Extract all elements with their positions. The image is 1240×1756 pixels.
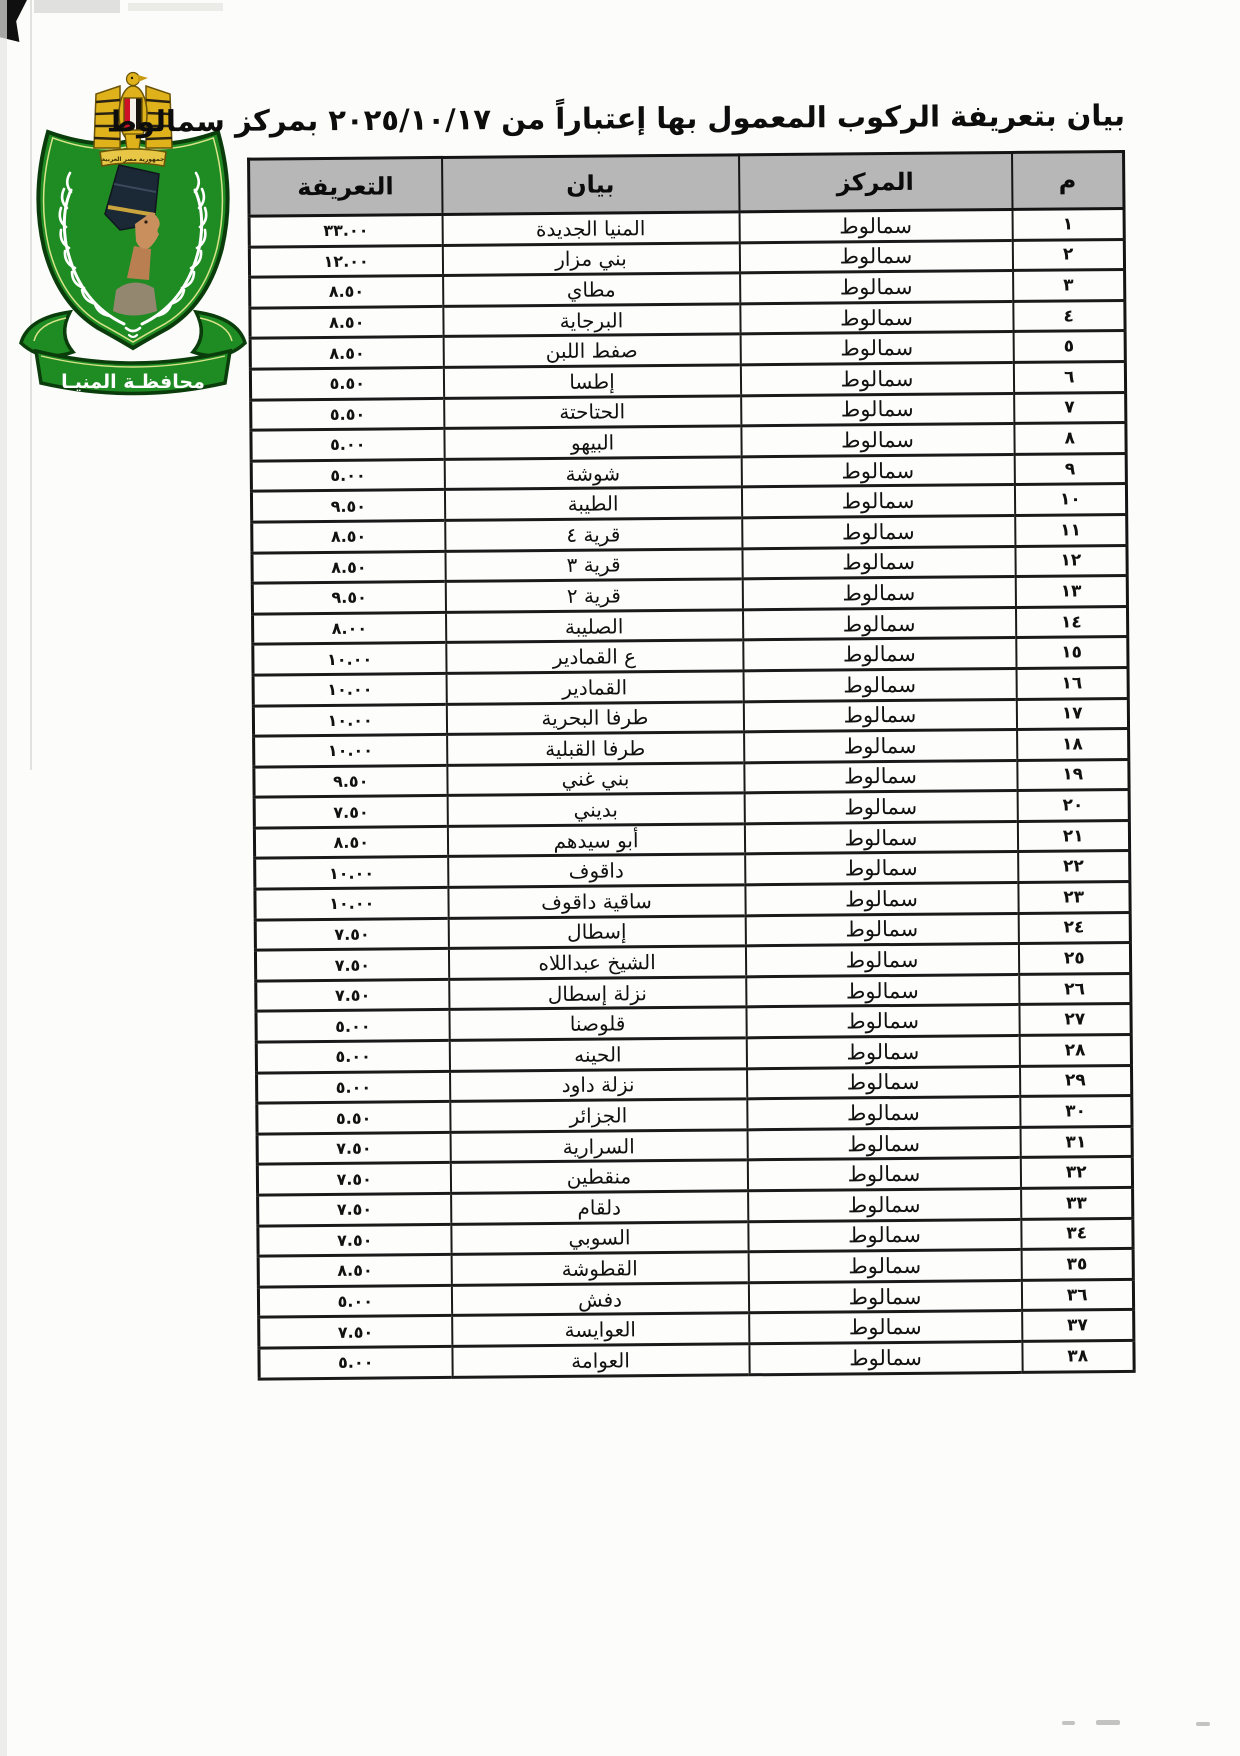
- serial-cell: ٣٥: [1021, 1249, 1133, 1281]
- fare-cell: ٨.٥٠: [252, 551, 445, 583]
- table-row: [259, 1340, 1134, 1378]
- serial-cell: ١٧: [1016, 698, 1128, 730]
- serial-cell: ٣٣: [1021, 1187, 1133, 1219]
- statement-cell: ساقية داقوف: [448, 885, 745, 918]
- center-cell: سمالوط: [749, 1311, 1022, 1344]
- statement-cell: طرفا البحرية: [446, 701, 743, 734]
- scan-artifact-dash: [1096, 1720, 1120, 1725]
- serial-cell: ١: [1012, 208, 1124, 240]
- fare-cell: ٨.٥٠: [250, 306, 443, 338]
- fare-cell: ٨.٥٠: [254, 826, 447, 858]
- statement-cell: القطوشة: [451, 1252, 748, 1285]
- statement-cell: إطسا: [443, 365, 740, 398]
- fare-cell: ٩.٥٠: [252, 582, 445, 614]
- fare-cell: ٨.٥٠: [258, 1255, 451, 1287]
- statement-cell: قرية ٤: [445, 518, 742, 551]
- serial-cell: ٣٠: [1020, 1096, 1132, 1128]
- fare-cell: ١٠.٠٠: [253, 704, 446, 736]
- fare-table-wrap: [247, 150, 1133, 1380]
- statement-cell: الصليبة: [446, 610, 743, 643]
- center-cell: سمالوط: [740, 301, 1013, 334]
- center-cell: سمالوط: [741, 485, 1014, 518]
- serial-cell: ٢٨: [1019, 1034, 1131, 1066]
- fare-cell: ٧.٥٠: [258, 1193, 451, 1225]
- center-cell: سمالوط: [744, 730, 1017, 763]
- statement-cell: البيهو: [444, 426, 741, 459]
- serial-cell: ٦: [1013, 361, 1125, 393]
- serial-cell: ٢: [1012, 239, 1124, 271]
- fare-cell: ٥.٥٠: [250, 367, 443, 399]
- statement-cell: نزلة داود: [450, 1068, 747, 1101]
- fare-cell: ٨.٥٠: [250, 276, 443, 308]
- serial-cell: ٢٦: [1019, 973, 1131, 1005]
- fare-cell: ٥.٠٠: [258, 1285, 451, 1317]
- serial-cell: ١٦: [1016, 667, 1128, 699]
- fare-cell: ٥.٥٠: [251, 398, 444, 430]
- serial-cell: ٣٢: [1020, 1157, 1132, 1189]
- center-cell: سمالوط: [742, 577, 1015, 610]
- center-cell: سمالوط: [743, 699, 1016, 732]
- fare-cell: ٥.٠٠: [251, 459, 444, 491]
- green-shield: [21, 132, 245, 356]
- statement-cell: السرارية: [450, 1130, 747, 1163]
- statement-cell: دلقام: [451, 1191, 748, 1224]
- center-cell: سمالوط: [747, 1097, 1020, 1130]
- serial-cell: ٢٠: [1017, 790, 1129, 822]
- fare-table-header: [249, 151, 1124, 216]
- serial-cell: ٤: [1013, 300, 1125, 332]
- fare-cell: ٨.٠٠: [253, 612, 446, 644]
- fare-cell: ٥.٠٠: [256, 1010, 449, 1042]
- center-cell: سمالوط: [740, 271, 1013, 304]
- center-cell: سمالوط: [745, 913, 1018, 946]
- center-cell: سمالوط: [747, 1066, 1020, 1099]
- serial-cell: ٢٣: [1018, 882, 1130, 914]
- fare-cell: ٧.٥٠: [257, 1163, 450, 1195]
- center-cell: سمالوط: [746, 1005, 1019, 1038]
- center-cell: سمالوط: [741, 424, 1014, 457]
- statement-cell: الطيبة: [444, 487, 741, 520]
- serial-cell: ٥: [1013, 331, 1125, 363]
- fare-cell: ١٠.٠٠: [255, 857, 448, 889]
- serial-cell: ٣١: [1020, 1126, 1132, 1158]
- serial-cell: ٣٤: [1021, 1218, 1133, 1250]
- serial-cell: ١١: [1015, 514, 1127, 546]
- serial-cell: ١٣: [1015, 576, 1127, 608]
- statement-cell: الحتاحتة: [444, 395, 741, 428]
- fare-cell: ٥.٠٠: [259, 1346, 452, 1378]
- fare-cell: ٥.٠٠: [256, 1040, 449, 1072]
- eagle-banner-label: جمهورية مصر العربية: [101, 156, 165, 163]
- center-cell: سمالوط: [747, 1158, 1020, 1191]
- fare-cell: ٧.٥٠: [257, 1132, 450, 1164]
- serial-cell: ٢٩: [1019, 1065, 1131, 1097]
- header-statement: بيان: [442, 155, 739, 215]
- scan-artifact-edge: [0, 0, 7, 1756]
- center-cell: سمالوط: [748, 1219, 1021, 1252]
- statement-cell: دفش: [451, 1283, 748, 1316]
- center-cell: سمالوط: [740, 362, 1013, 395]
- serial-cell: ١٨: [1017, 729, 1129, 761]
- statement-cell: بديني: [447, 793, 744, 826]
- serial-cell: ٣: [1013, 270, 1125, 302]
- statement-cell: شوشة: [444, 457, 741, 490]
- center-cell: سمالوط: [747, 1127, 1020, 1160]
- serial-cell: ٢٧: [1019, 1004, 1131, 1036]
- scan-artifact-smudge: [128, 3, 223, 11]
- statement-cell: الحينه: [449, 1038, 746, 1071]
- center-cell: سمالوط: [742, 607, 1015, 640]
- fare-cell: ٧.٥٠: [254, 796, 447, 828]
- center-cell: سمالوط: [748, 1188, 1021, 1221]
- serial-cell: ٢١: [1017, 820, 1129, 852]
- statement-cell: قرية ٢: [445, 579, 742, 612]
- scan-artifact-dash: [1062, 1721, 1075, 1725]
- serial-cell: ١٢: [1015, 545, 1127, 577]
- statement-cell: القمادير: [446, 671, 743, 704]
- fare-cell: ١٠.٠٠: [253, 673, 446, 705]
- scan-artifact-dash: [1196, 1722, 1210, 1726]
- statement-cell: ع القمادير: [446, 640, 743, 673]
- fare-cell: ٩.٥٠: [251, 490, 444, 522]
- serial-cell: ٨: [1014, 423, 1126, 455]
- center-cell: سمالوط: [741, 454, 1014, 487]
- serial-cell: ٧: [1014, 392, 1126, 424]
- center-cell: سمالوط: [739, 209, 1012, 242]
- fare-cell: ٣٣.٠٠: [249, 214, 442, 246]
- center-cell: سمالوط: [745, 944, 1018, 977]
- statement-cell: منقطين: [450, 1160, 747, 1193]
- fare-cell: ٥.٠٠: [251, 429, 444, 461]
- center-cell: سمالوط: [744, 791, 1017, 824]
- fare-cell: ٨.٥٠: [250, 337, 443, 369]
- fare-cell: ٨.٥٠: [252, 520, 445, 552]
- center-cell: سمالوط: [745, 882, 1018, 915]
- scan-artifact-smudge: [34, 0, 120, 13]
- center-cell: سمالوط: [742, 515, 1015, 548]
- header-fare: التعريفة: [249, 157, 442, 216]
- center-cell: سمالوط: [741, 393, 1014, 426]
- fare-cell: ٥.٥٠: [257, 1102, 450, 1134]
- center-cell: سمالوط: [739, 240, 1012, 273]
- statement-cell: داقوف: [448, 854, 745, 887]
- statement-cell: صفط اللبن: [443, 334, 740, 367]
- fare-cell: ٧.٥٠: [259, 1316, 452, 1348]
- serial-cell: ١٠: [1014, 484, 1126, 516]
- serial-cell: ١٤: [1015, 606, 1127, 638]
- serial-cell: ١٩: [1017, 759, 1129, 791]
- header-center: المركز: [739, 152, 1012, 211]
- statement-cell: العوايسة: [452, 1313, 749, 1346]
- fare-cell: ٧.٥٠: [258, 1224, 451, 1256]
- statement-cell: بني غني: [447, 763, 744, 796]
- statement-cell: إسطال: [448, 915, 745, 948]
- fare-cell: ٧.٥٠: [255, 949, 448, 981]
- statement-cell: الجزائر: [450, 1099, 747, 1132]
- eagle-scroll-banner: [100, 149, 166, 166]
- serial-cell: ٣٨: [1022, 1340, 1134, 1372]
- center-cell: سمالوط: [744, 760, 1017, 793]
- fare-cell: ١٢.٠٠: [249, 245, 442, 277]
- header-serial: م: [1012, 151, 1124, 209]
- center-cell: سمالوط: [742, 546, 1015, 579]
- serial-cell: ٩: [1014, 453, 1126, 485]
- serial-cell: ٢٢: [1018, 851, 1130, 883]
- center-cell: سمالوط: [746, 974, 1019, 1007]
- page-title: بيان بتعريفة الركوب المعمول بها إعتباراً من ٢٠٢٥/١٠/١٧ بمركز سمالوط: [106, 98, 1126, 139]
- statement-cell: الشيخ عبداللاه: [448, 946, 745, 979]
- statement-cell: قلوصنا: [449, 1007, 746, 1040]
- statement-cell: أبو سيدهم: [447, 824, 744, 857]
- center-cell: سمالوط: [746, 1035, 1019, 1068]
- center-cell: سمالوط: [748, 1250, 1021, 1283]
- fare-cell: ٧.٥٠: [255, 918, 448, 950]
- center-cell: سمالوط: [748, 1280, 1021, 1313]
- center-cell: سمالوط: [740, 332, 1013, 365]
- center-cell: سمالوط: [749, 1341, 1022, 1374]
- fare-cell: ٩.٥٠: [254, 765, 447, 797]
- statement-cell: المنيا الجديدة: [442, 212, 739, 245]
- center-cell: سمالوط: [743, 638, 1016, 671]
- serial-cell: ٣٦: [1021, 1279, 1133, 1311]
- statement-cell: السوبي: [451, 1221, 748, 1254]
- center-cell: سمالوط: [743, 668, 1016, 701]
- serial-cell: ٣٧: [1022, 1310, 1134, 1342]
- fare-table-body: [249, 208, 1134, 1378]
- ribbon-banner: [36, 351, 230, 394]
- statement-cell: مطاي: [443, 273, 740, 306]
- fare-cell: ٧.٥٠: [256, 979, 449, 1011]
- serial-cell: ١٥: [1016, 637, 1128, 669]
- fare-table: [247, 150, 1136, 1380]
- center-cell: سمالوط: [744, 821, 1017, 854]
- serial-cell: ٢٥: [1018, 943, 1130, 975]
- statement-cell: بني مزار: [442, 242, 739, 275]
- fare-cell: ٥.٠٠: [257, 1071, 450, 1103]
- statement-cell: البرجاية: [443, 304, 740, 337]
- statement-cell: طرفا القبلية: [447, 732, 744, 765]
- statement-cell: نزلة إسطال: [449, 977, 746, 1010]
- center-cell: سمالوط: [745, 852, 1018, 885]
- statement-cell: العوامة: [452, 1344, 749, 1377]
- logo-ribbon-label: محافظـة المنيـا: [61, 371, 205, 393]
- fare-cell: ١٠.٠٠: [254, 735, 447, 767]
- fare-cell: ١٠.٠٠: [255, 887, 448, 919]
- fare-cell: ١٠.٠٠: [253, 643, 446, 675]
- statement-cell: قرية ٣: [445, 548, 742, 581]
- serial-cell: ٢٤: [1018, 912, 1130, 944]
